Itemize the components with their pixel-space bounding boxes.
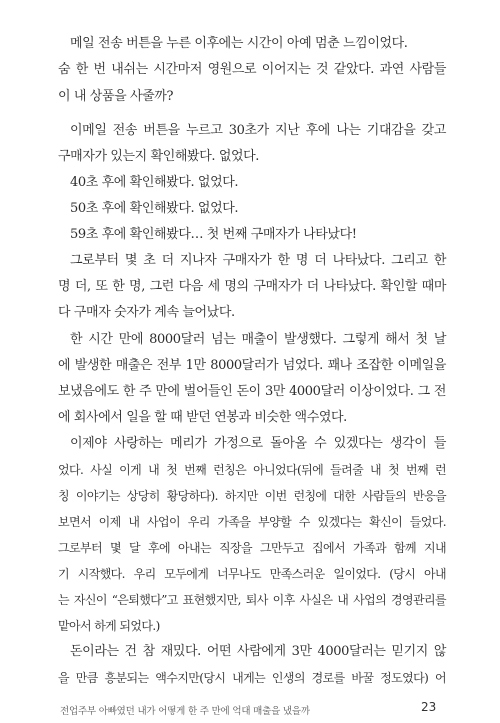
text-line: 한 시간 만에 8000달러 넘는 매출이 발생했다. 그렇게 해서 첫 날 <box>70 332 446 347</box>
text-line: 메일 전송 버튼을 누른 이후에는 시간이 아예 멈춘 느낌이었다. <box>70 36 408 51</box>
text-line: 다 구매자 숫자가 계속 늘어났다. <box>58 305 235 320</box>
text-line: 59초 후에 확인해봤다… 첫 번째 구매자가 나타났다! <box>70 227 357 242</box>
text-line: 맡아서 하게 되었다.) <box>58 619 160 633</box>
text-line: 보냈음에도 한 주 만에 벌어들인 돈이 3만 4000달러 이상이었다. 그 전 <box>58 384 446 399</box>
text-line: 이제야 사랑하는 메리가 가정으로 돌아올 수 있겠다는 생각이 들 <box>70 436 446 451</box>
text-line: 40초 후에 확인해봤다. 없었다. <box>70 175 239 190</box>
text-line: 기 시작했다. 우리 모두에게 너무나도 만족스러운 일이었다. (당시 아내 <box>58 567 446 581</box>
text-line: 이 내 상품을 사줄까? <box>58 89 174 104</box>
text-line: 숨 한 번 내쉬는 시간마저 영원으로 이어지는 것 같았다. 과연 사람들 <box>58 62 446 77</box>
text-line: 돈이라는 건 참 재밌다. 어떤 사람에게 3만 4000달러는 믿기지 않 <box>70 644 446 659</box>
page-number: 23 <box>421 700 437 714</box>
text-line: 에 회사에서 일을 할 때 받던 연봉과 비슷한 액수였다. <box>58 410 347 425</box>
text-line: 명 더, 또 한 명, 그런 다음 세 명의 구매자가 더 나타났다. 확인할 때마 <box>58 279 446 294</box>
text-line: 50초 후에 확인해봤다. 없었다. <box>70 201 239 216</box>
text-line: 보면서 이제 내 사업이 우리 가족을 부양할 수 있겠다는 확신이 들었다. <box>58 515 446 529</box>
text-line: 을 만큼 흥분되는 액수지만(당시 내게는 인생의 경로를 바꿀 정도였다) 어 <box>58 671 446 685</box>
text-line: 칭 이야기는 상당히 황당하다). 하지만 이번 런칭에 대한 사람들의 반응을 <box>58 489 446 503</box>
text-line: 이메일 전송 버튼을 누르고 30초가 지난 후에 나는 기대감을 갖고 <box>70 123 446 138</box>
running-footer-title: 전업주부 아빠였던 내가 어떻게 한 주 만에 억대 매출을 냈을까 <box>60 706 310 717</box>
text-line: 그로부터 몇 달 후에 아내는 직장을 그만두고 집에서 가족과 함께 지내 <box>58 541 446 555</box>
text-line: 는 자신이 “은퇴했다”고 표현했지만, 퇴사 이후 사실은 내 사업의 경영관리를 <box>58 593 446 607</box>
text-line: 그로부터 몇 초 더 지나자 구매자가 한 명 더 나타났다. 그리고 한 <box>70 253 446 268</box>
text-line: 구매자가 있는지 확인해봤다. 없었다. <box>58 149 260 164</box>
text-line: 었다. 사실 이게 내 첫 번째 런칭은 아니었다(뒤에 들려줄 내 첫 번째 런 <box>58 463 446 477</box>
text-line: 에 발생한 매출은 전부 1만 8000달러가 넘었다. 꽤나 조잡한 이메일을 <box>58 358 446 373</box>
